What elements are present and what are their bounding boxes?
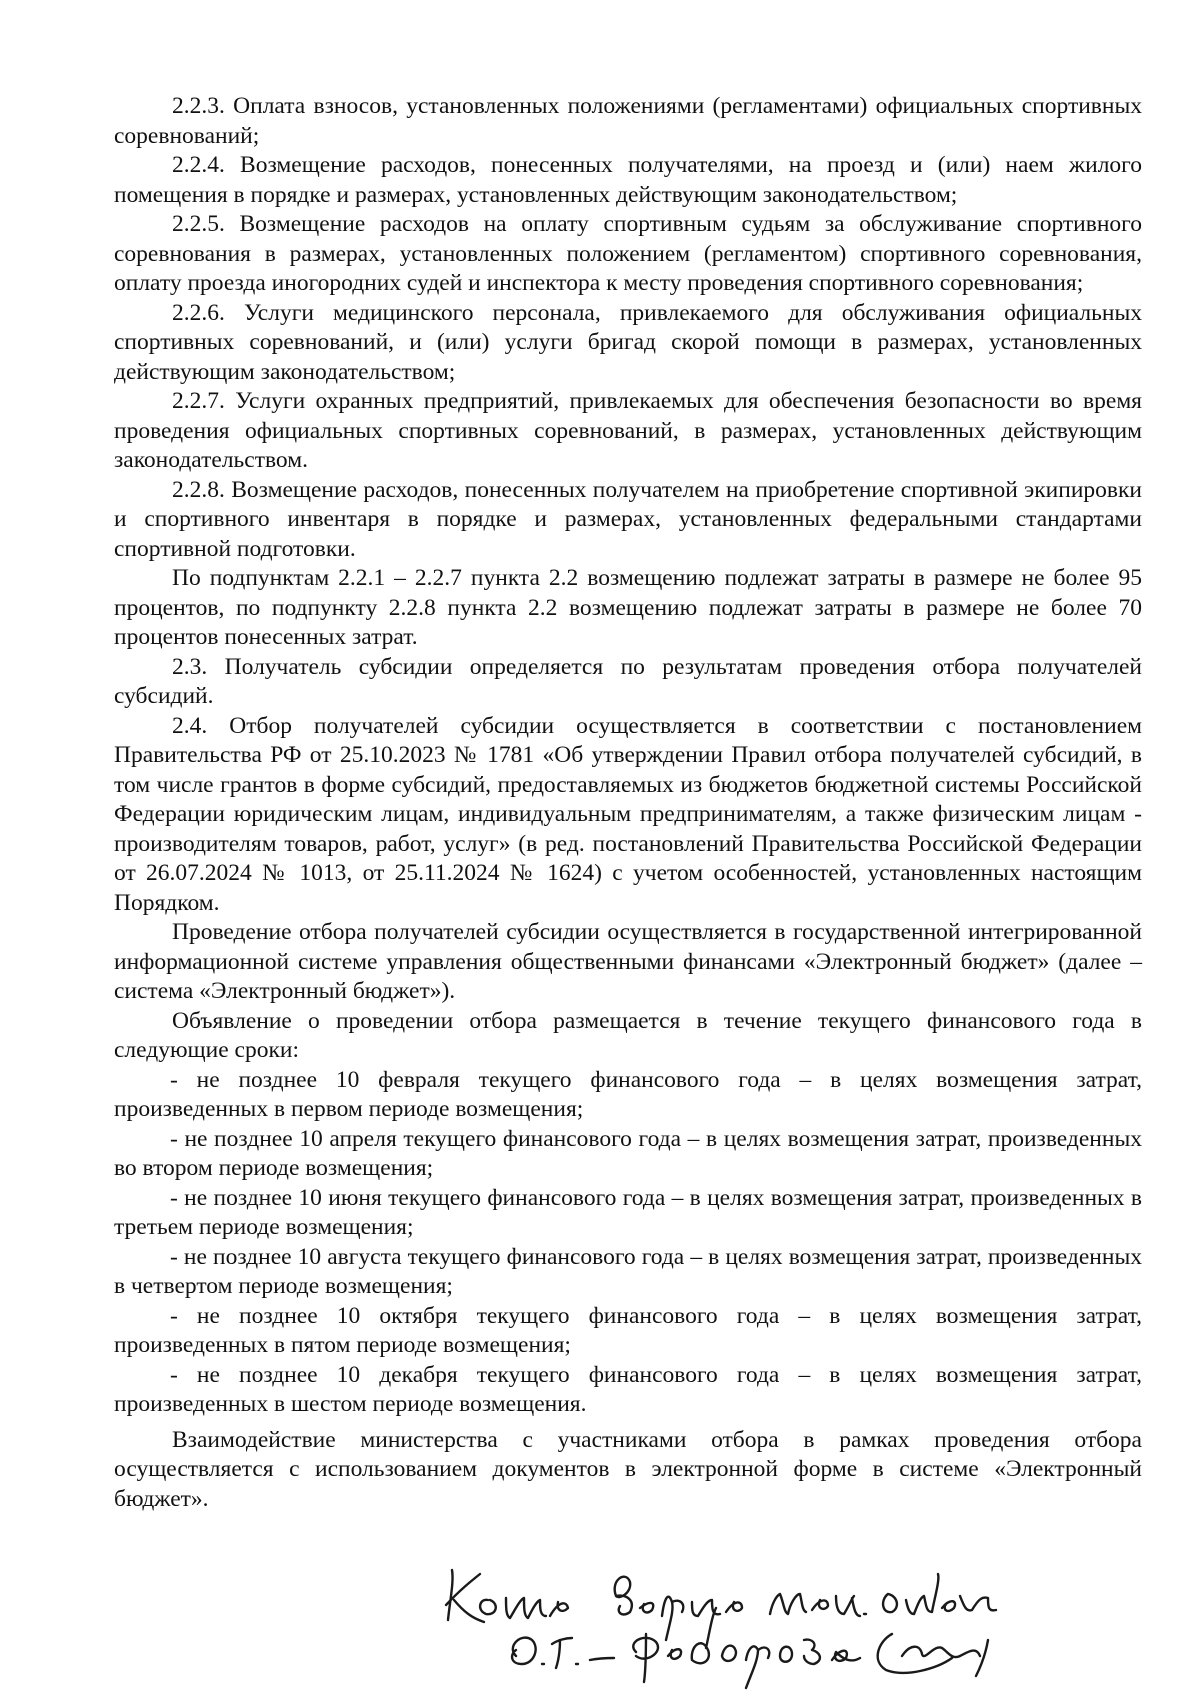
paragraph-selection-system: Проведение отбора получателей субсидии осуществляется в государственной интегрированной информационной системе управления общественными финансами «Электронный бюджет» (далее – система «Электронный бюджет»). <box>114 919 1142 1004</box>
paragraph-2-2-3: 2.2.3. Оплата взносов, установленных положениями (регламентами) официальных спортивных соревнований; <box>114 93 1142 149</box>
list-item-february: - не позднее 10 февраля текущего финансового года – в целях возмещения затрат, произведенных в первом периоде возмещения; <box>114 1066 1142 1122</box>
document-body <box>114 92 1142 1514</box>
handwritten-signature <box>440 1560 1040 1690</box>
paragraph-reimbursement-limits: По подпунктам 2.2.1 – 2.2.7 пункта 2.2 возмещению подлежат затраты в размере не более 95 процентов, по подпункту 2.2.8 пункта 2.2 возмещению подлежат затраты в размере не более 70 процентов понесенных затрат. <box>114 565 1142 650</box>
paragraph-2-2-5: 2.2.5. Возмещение расходов на оплату спортивным судьям за обслуживание спортивного соревнования в размерах, установленных положением (регламентом) спортивного соревнования, оплату проезда иногородних судей и инспектора к месту проведения спортивного соревнования; <box>114 211 1142 296</box>
paragraph-2-2-4: 2.2.4. Возмещение расходов, понесенных получателями, на проезд и (или) наем жилого помещения в порядке и размерах, установленных действующим законодательством; <box>114 152 1142 208</box>
list-item-august: - не позднее 10 августа текущего финансового года – в целях возмещения затрат, произведенных в четвертом периоде возмещения; <box>114 1243 1142 1299</box>
paragraph-2-3: 2.3. Получатель субсидии определяется по результатам проведения отбора получателей субсидий. <box>114 653 1142 709</box>
paragraph-2-4: 2.4. Отбор получателей субсидии осуществляется в соответствии с постановлением Правительства РФ от 25.10.2023 № 1781 «Об утверждении Правил отбора получателей субсидий, в том числе грантов в форме субсидий, предоставляемых из бюджетов бюджетной системы Российской Федерации юридическим лицам, индивидуальным предпринимателям, а также физическим лицам - производителям товаров, работ, услуг» (в ред. постановлений Правительства Российской Федерации от 26.07.2024 № 1013, от 25.11.2024 № 1624) с учетом особенностей, установленных настоящим Порядком. <box>114 712 1142 916</box>
paragraph-announcement: Объявление о проведении отбора размещается в течение текущего финансового года в следующие сроки: <box>114 1007 1142 1063</box>
paragraph-2-2-6: 2.2.6. Услуги медицинского персонала, привлекаемого для обслуживания официальных спортивных соревнований, и (или) услуги бригад скорой помощи в размерах, установленных действующим законодательством; <box>114 299 1142 385</box>
paragraph-2-2-8: 2.2.8. Возмещение расходов, понесенных получателем на приобретение спортивной экипировки и спортивного инвентаря в порядке и размерах, установленных федеральными стандартами спортивной подготовки. <box>114 476 1142 562</box>
list-item-december: - не позднее 10 декабря текущего финансового года – в целях возмещения затрат, произведенных в шестом периоде возмещения. <box>114 1361 1142 1417</box>
paragraph-interaction: Взаимодействие министерства с участниками отбора в рамках проведения отбора осуществляется с использованием документов в электронной форме в системе «Электронный бюджет». <box>114 1426 1142 1512</box>
list-item-october: - не позднее 10 октября текущего финансового года – в целях возмещения затрат, произведенных в пятом периоде возмещения; <box>114 1302 1142 1358</box>
paragraph-2-2-7: 2.2.7. Услуги охранных предприятий, привлекаемых для обеспечения безопасности во время проведения официальных спортивных соревнований, в размерах, установленных действующим законодательством. <box>114 388 1142 473</box>
list-item-june: - не позднее 10 июня текущего финансового года – в целях возмещения затрат, произведенных в третьем периоде возмещения; <box>114 1184 1142 1240</box>
list-item-april: - не позднее 10 апреля текущего финансового года – в целях возмещения затрат, произведенных во втором периоде возмещения; <box>114 1125 1142 1181</box>
